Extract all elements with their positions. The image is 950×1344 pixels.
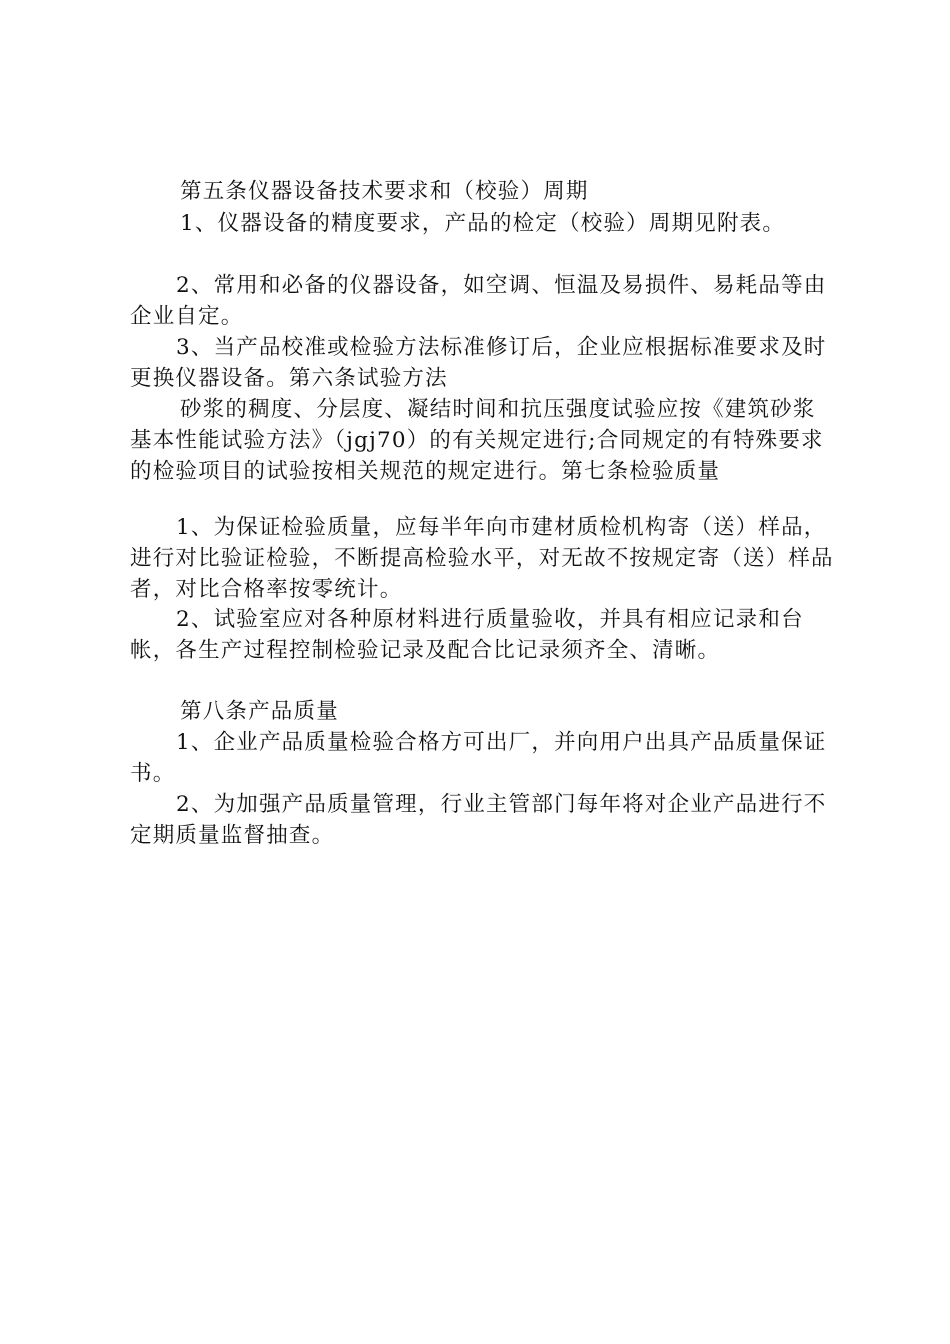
paragraph: 1、为保证检验质量，应每半年向市建材质检机构寄（送）样品，进行对比验证检验，不断提高检验水平，对无故不按规定寄（送）样品者，对比合格率按零统计。 [130,515,834,602]
paragraph: 2、为加强产品质量管理，行业主管部门每年将对企业产品进行不定期质量监督抽查。 [130,792,827,848]
paragraph: 砂浆的稠度、分层度、凝结时间和抗压强度试验应按《建筑砂浆基本性能试验方法》（jgj70）的有关规定进行;合同规定的有特殊要求的检验项目的试验按相关规范的规定进行。第七条检验质量 [130,397,824,484]
paragraph: 2、试验室应对各种原材料进行质量验收，并具有相应记录和台帐，各生产过程控制检验记录及配合比记录须齐全、清晰。 [130,607,804,663]
paragraph: 1、仪器设备的精度要求，产品的检定（校验）周期见附表。 [180,211,786,236]
paragraph: 2、常用和必备的仪器设备，如空调、恒温及易损件、易耗品等由企业自定。 [130,273,827,329]
paragraph: 3、当产品校准或检验方法标准修订后，企业应根据标准要求及时更换仪器设备。第六条试验方法 [130,335,827,391]
article-5-heading: 第五条仪器设备技术要求和（校验）周期 [180,179,589,204]
paragraph: 1、企业产品质量检验合格方可出厂，并向用户出具产品质量保证书。 [130,730,827,786]
article-8-heading: 第八条产品质量 [180,699,339,724]
